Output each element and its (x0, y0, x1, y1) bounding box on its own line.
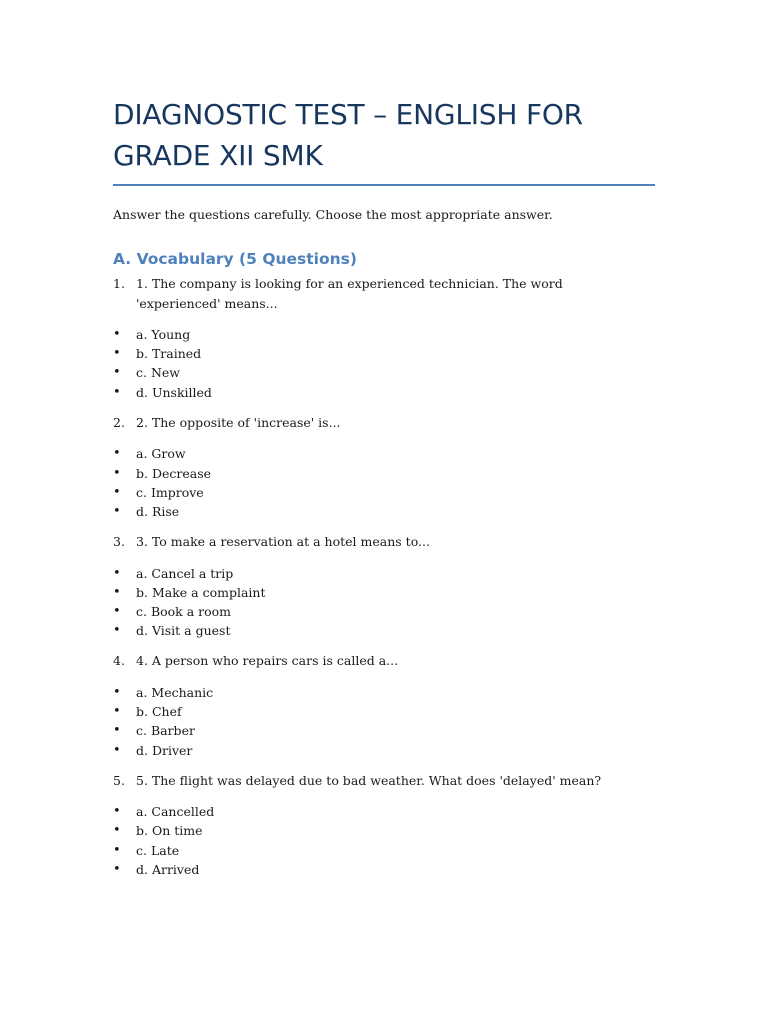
bullet-icon: • (113, 804, 121, 820)
question-number: 4. (113, 653, 125, 669)
option-list (113, 683, 655, 760)
option-item (113, 325, 655, 344)
question-text: 3. To make a reservation at a hotel means to... (136, 534, 430, 550)
option-item (113, 444, 655, 463)
section-heading-vocabulary: A. Vocabulary (5 Questions) (113, 250, 357, 268)
document-title: DIAGNOSTIC TEST – ENGLISH FOR GRADE XII SMK (113, 98, 583, 172)
bullet-icon: • (113, 861, 121, 877)
option-text: a. Mechanic (136, 684, 214, 700)
option-text: c. Late (136, 842, 180, 858)
question-text: 1. The company is looking for an experienced technician. The word 'experienced' means... (136, 276, 563, 311)
option-item (113, 383, 655, 402)
bullet-icon: • (113, 503, 121, 519)
option-list (113, 564, 655, 641)
option-text: c. Improve (136, 484, 204, 500)
option-text: a. Cancel a trip (136, 565, 234, 581)
option-item (113, 802, 655, 821)
question-item (113, 532, 655, 640)
bullet-icon: • (113, 327, 121, 342)
bullet-icon: • (113, 623, 121, 639)
bullet-icon: • (113, 742, 121, 758)
option-text: d. Arrived (136, 861, 200, 877)
option-item (113, 721, 655, 740)
question-text: 5. The flight was delayed due to bad weather. What does 'delayed' mean? (136, 772, 602, 788)
question-list (113, 274, 655, 879)
option-item (113, 860, 655, 879)
option-item (113, 702, 655, 721)
option-item (113, 344, 655, 363)
option-item (113, 464, 655, 483)
option-item (113, 841, 655, 860)
question-item (113, 274, 655, 402)
option-item (113, 363, 655, 382)
question-row (113, 274, 655, 313)
option-item (113, 483, 655, 502)
bullet-icon: • (113, 823, 121, 839)
instructions-text: Answer the questions carefully. Choose the most appropriate answer. (113, 207, 553, 222)
bullet-icon: • (113, 484, 121, 500)
option-text: a. Cancelled (136, 804, 215, 820)
question-item (113, 771, 655, 879)
option-item (113, 502, 655, 521)
option-text: a. Grow (136, 446, 186, 462)
option-text: b. Chef (136, 704, 182, 720)
option-list (113, 802, 655, 879)
option-item (113, 583, 655, 602)
bullet-icon: • (113, 584, 121, 600)
bullet-icon: • (113, 384, 121, 400)
question-item (113, 413, 655, 521)
option-text: d. Unskilled (136, 384, 212, 400)
option-text: d. Driver (136, 742, 193, 758)
question-text: 4. A person who repairs cars is called a... (136, 653, 399, 669)
question-number: 2. (113, 414, 125, 430)
bullet-icon: • (113, 465, 121, 481)
option-text: b. On time (136, 823, 203, 839)
bullet-icon: • (113, 446, 121, 462)
question-row (113, 413, 655, 433)
option-text: b. Trained (136, 346, 202, 362)
option-item (113, 621, 655, 640)
option-text: c. Barber (136, 723, 195, 739)
option-item (113, 683, 655, 702)
option-text: a. Young (136, 327, 191, 342)
option-list (113, 444, 655, 521)
option-item (113, 741, 655, 760)
question-item (113, 651, 655, 759)
question-number: 5. (113, 772, 125, 788)
option-text: b. Decrease (136, 465, 212, 481)
bullet-icon: • (113, 365, 121, 381)
option-item (113, 821, 655, 840)
question-number: 3. (113, 534, 125, 550)
bullet-icon: • (113, 704, 121, 720)
bullet-icon: • (113, 604, 121, 620)
option-item (113, 564, 655, 583)
option-text: c. New (136, 365, 180, 381)
option-text: c. Book a room (136, 604, 232, 620)
option-text: d. Visit a guest (136, 623, 231, 639)
bullet-icon: • (113, 723, 121, 739)
bullet-icon: • (113, 565, 121, 581)
option-list (113, 325, 655, 402)
option-item (113, 602, 655, 621)
question-row (113, 771, 655, 791)
question-row (113, 532, 655, 552)
question-row (113, 651, 655, 671)
title-underline (113, 184, 655, 186)
bullet-icon: • (113, 346, 121, 362)
question-text: 2. The opposite of 'increase' is... (136, 414, 341, 430)
option-text: b. Make a complaint (136, 584, 266, 600)
bullet-icon: • (113, 842, 121, 858)
bullet-icon: • (113, 684, 121, 700)
option-text: d. Rise (136, 503, 180, 519)
question-number: 1. (113, 276, 125, 291)
